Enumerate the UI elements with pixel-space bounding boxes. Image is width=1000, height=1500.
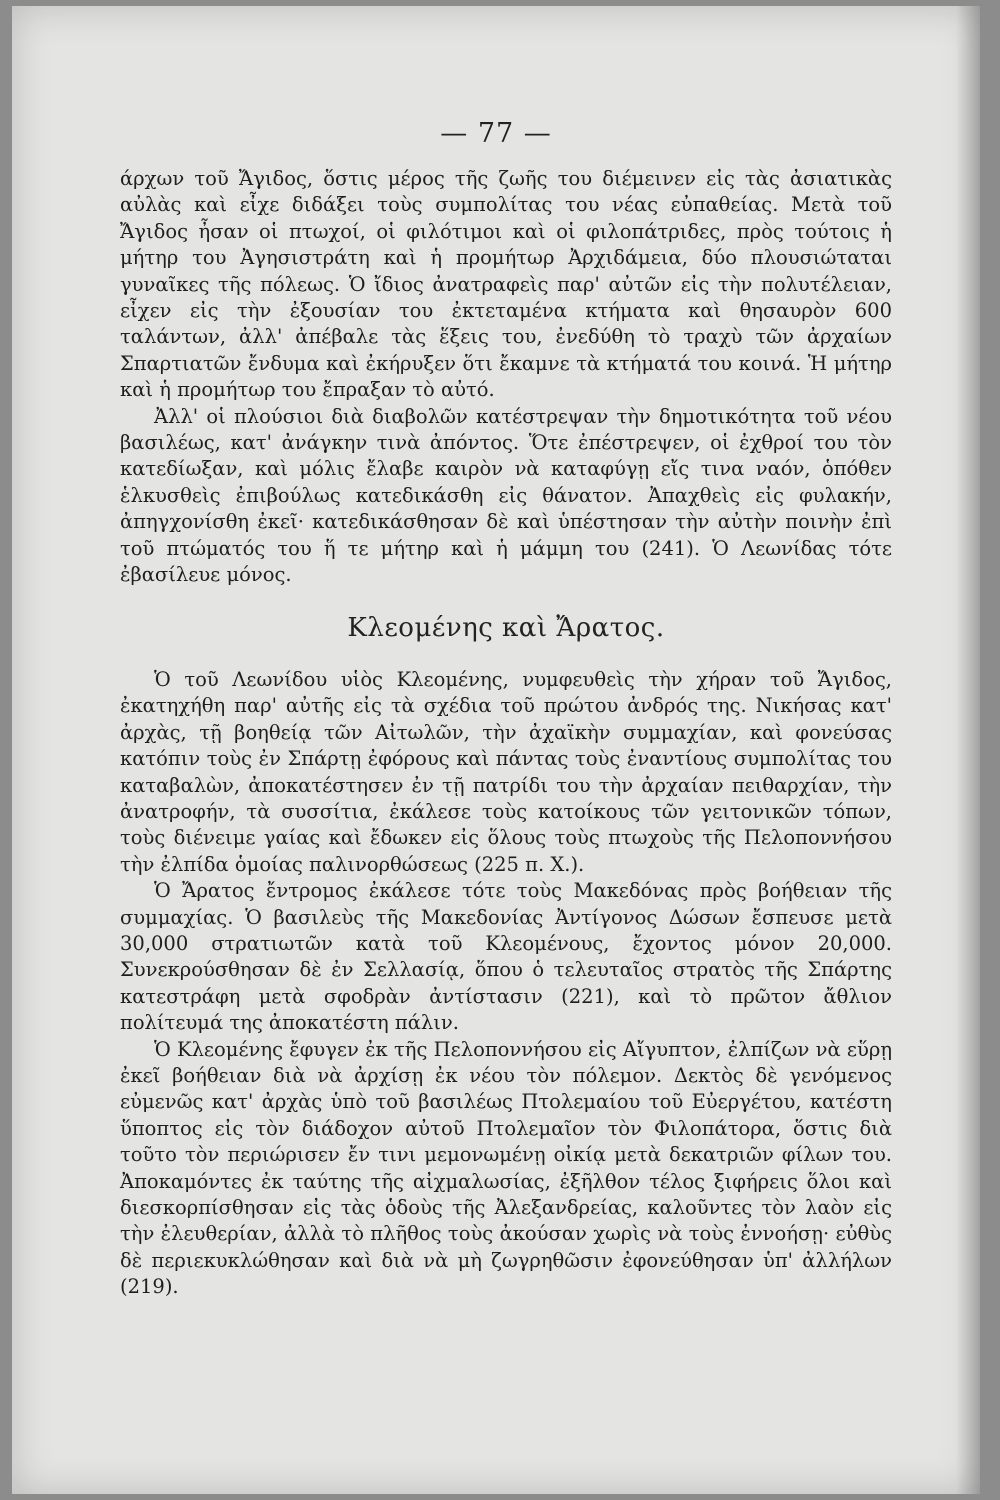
paragraph-cleomenes-egypt: Ὁ Κλεομένης ἔφυγεν ἐκ τῆς Πελοποννήσου εἰς Αἴγυπτον, ἐλπίζων νὰ εὕρῃ ἐκεῖ βοήθειαν διὰ νὰ ἀρχίσῃ ἐκ νέου τὸν πόλεμον. Δεκτὸς δὲ γενόμενος εὐμενῶς κατ' ἀρχὰς ὑπὸ τοῦ βασιλέως Πτολεμαίου τοῦ Εὐεργέτου, κατέστη ὕποπτος εἰς τὸν διάδοχον αὐτοῦ Πτολεμαῖον τὸν Φιλοπάτορα, ὅστις διὰ τοῦτο τὸν περιώρισεν ἔν τινι μεμονωμένῃ οἰκίᾳ μετὰ δεκατριῶν φίλων του. Ἀποκαμόντες ἐκ ταύτης τῆς αἰχμαλωσίας, ἐξῆλθον τέλος ξιφήρεις ὅλοι καὶ διεσκορπίσθησαν εἰς τὰς ὁδοὺς τῆς Ἀλεξανδρείας, καλοῦντες τὸν λαὸν εἰς τὴν ἐλευθερίαν, ἀλλὰ τὸ πλῆθος τοὺς ἀκούσαν χωρὶς νὰ τοὺς ἐννοήσῃ· εὐθὺς δὲ περιεκυκλώθησαν καὶ διὰ νὰ μὴ ζωγρηθῶσιν ἐφονεύθησαν ὑπ' ἀλλήλων (219). xyxy=(120,1037,892,1299)
paragraph-agis-death: Ἀλλ' οἱ πλούσιοι διὰ διαβολῶν κατέστρεψαν τὴν δημοτικότητα τοῦ νέου βασιλέως, κατ' ἀνάγκην τινὰ ἀπόντος. Ὅτε ἐπέστρεψεν, οἱ ἐχθροί του τὸν κατεδίωξαν, καὶ μόλις ἔλαβε καιρὸν νὰ καταφύγῃ εἴς τινα ναόν, ὁπόθεν ἑλκυσθεὶς ἐπιβούλως κατεδικάσθη εἰς θάνατον. Ἀπαχθεὶς εἰς φυλακήν, ἀπηγχονίσθη ἐκεῖ· κατεδικάσθησαν δὲ καὶ ὑπέστησαν τὴν αὐτὴν ποινὴν ἐπὶ τοῦ πτώματός του ἥ τε μήτηρ καὶ ἡ μάμμη του (241). Ὁ Λεωνίδας τότε ἐβασίλευε μόνος. xyxy=(120,404,892,587)
section-heading: Κλεομένης καὶ Ἄρατος. xyxy=(347,612,665,643)
book-page xyxy=(12,6,980,1494)
page-edge-shadow xyxy=(956,6,980,1494)
paragraph-sellasia: Ὁ Ἄρατος ἔντρομος ἐκάλεσε τότε τοὺς Μακεδόνας πρὸς βοήθειαν τῆς συμμαχίας. Ὁ βασιλεὺς τῆς Μακεδονίας Ἀντίγονος Δώσων ἔσπευσε μετὰ 30,000 στρατιωτῶν κατὰ τοῦ Κλεομένους, ἔχοντος μόνον 20,000. Συνεκρούσθησαν δὲ ἐν Σελλασίᾳ, ὅπου ὁ τελευταῖος στρατὸς τῆς Σπάρτης κατεστράφη μετὰ σφοδρὰν ἀντίστασιν (221), καὶ τὸ πρῶτον ἄθλιον πολίτευμά της ἀποκατέστη πάλιν. xyxy=(120,879,892,1035)
paragraph-cleomenes-reforms: Ὁ τοῦ Λεωνίδου υἱὸς Κλεομένης, νυμφευθεὶς τὴν χήραν τοῦ Ἄγιδος, ἐκατηχήθη παρ' αὐτῆς εἰς τὰ σχέδια τοῦ πρώτου ἀνδρός της. Νικήσας κατ' ἀρχὰς, τῇ βοηθείᾳ τῶν Αἰτωλῶν, τὴν ἀχαϊκὴν συμμαχίαν, καὶ φονεύσας κατόπιν τοὺς ἐν Σπάρτῃ ἐφόρους καὶ πάντας τοὺς ἐναντίους συμπολίτας του καταβαλὼν, ἀποκατέστησεν ἐν τῇ πατρίδι του τὴν ἀρχαίαν πειθαρχίαν, τὴν ἀνατροφήν, τὰ συσσίτια, ἐκάλεσε τοὺς κατοίκους τῶν γειτονικῶν τόπων, τοὺς διένειμε γαίας καὶ ἔδωκεν εἰς ὅλους τοὺς πτωχοὺς τῆς Πελοποννήσου τὴν ἐλπίδα ὁμοίας παλινορθώσεως (225 π. Χ.). xyxy=(120,667,892,876)
paragraph-agis-continued: άρχων τοῦ Ἄγιδος, ὅστις μέρος τῆς ζωῆς του διέμεινεν εἰς τὰς ἀσιατικὰς αὐλὰς καὶ εἶχε διδάξει τοὺς συμπολίτας του νέας εὐπαθείας. Μετὰ τοῦ Ἄγιδος ἦσαν οἱ πτωχοί, οἱ φιλότιμοι καὶ οἱ φιλοπάτριδες, πρὸς τούτοις ἡ μήτηρ του Ἀγησιστράτη καὶ ἡ προμήτωρ Ἀρχιδάμεια, δύο πλουσιώταται γυναῖκες τῆς πόλεως. Ὁ ἴδιος ἀνατραφεὶς παρ' αὐτῶν εἰς τὴν πολυτέλειαν, εἶχεν εἰς τὴν ἐξουσίαν του ἐκτεταμένα κτήματα καὶ θησαυρὸν 600 ταλάντων, ἀλλ' ἀπέβαλε τὰς ἕξεις του, ἐνεδύθη τὸ τραχὺ τῶν ἀρχαίων Σπαρτιατῶν ἔνδυμα καὶ ἐκήρυξεν ὅτι ἔκαμνε τὰ κτήματά του κοινά. Ἡ μήτηρ καὶ ἡ προμήτωρ του ἔπραξαν τὸ αὐτό. xyxy=(120,167,892,402)
page-number: — 77 — xyxy=(440,118,552,149)
body-text xyxy=(120,166,892,1301)
